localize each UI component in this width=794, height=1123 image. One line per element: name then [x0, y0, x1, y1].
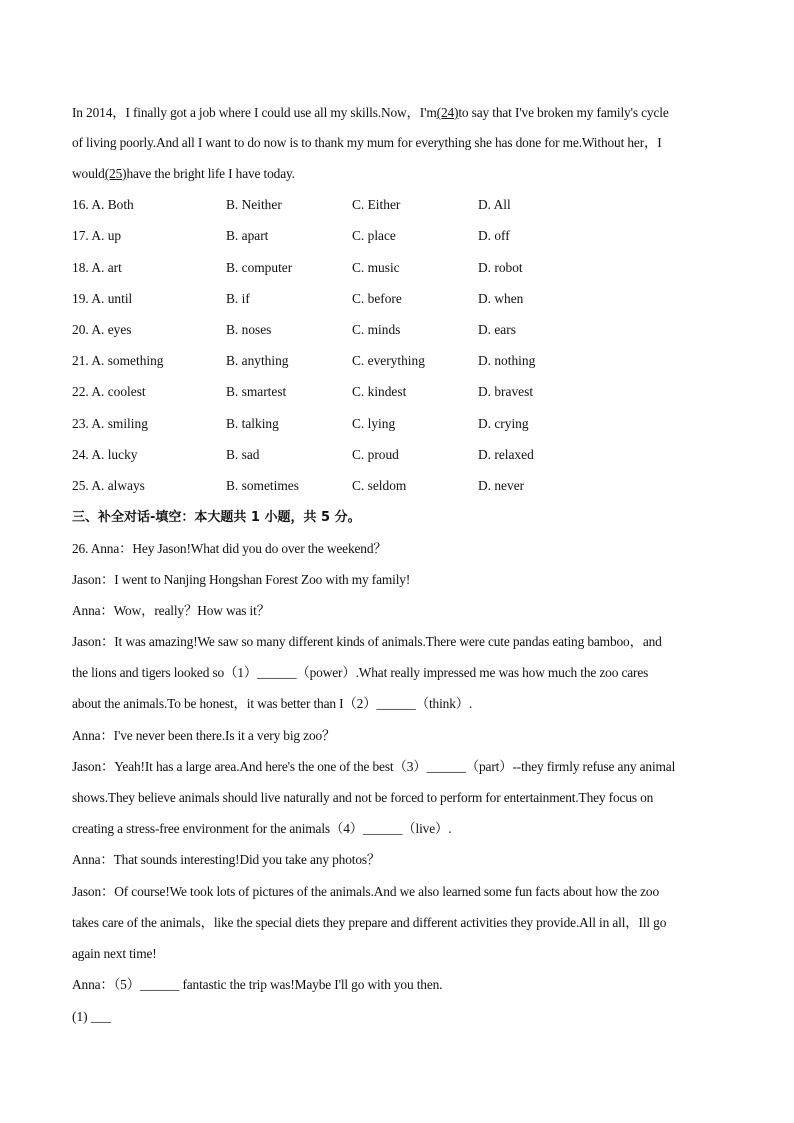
option-b: B. apart: [226, 228, 269, 243]
passage-text: would: [72, 166, 105, 181]
option-d: D. off: [478, 228, 510, 243]
option-d: D. All: [478, 197, 511, 212]
dialogue-line: Jason：It was amazing!We saw so many different kinds of animals.There were cute pandas eating bamboo，and: [72, 634, 662, 649]
option-b: B. sometimes: [226, 478, 299, 493]
passage-text: have the bright life I have today.: [126, 166, 295, 181]
option-c: C. kindest: [352, 384, 407, 399]
option-b: B. noses: [226, 322, 272, 337]
option-d: D. never: [478, 478, 525, 493]
option-c: C. seldom: [352, 478, 407, 493]
dialogue-line: Anna：（5）______ fantastic the trip was!Maybe I'll go with you then.: [72, 977, 443, 992]
dialogue-line: Anna：Wow，really？How was it？: [72, 603, 270, 618]
dialogue-line: takes care of the animals，like the special diets they prepare and different activities they provide.All in all，Ill go: [72, 915, 667, 930]
option-d: D. when: [478, 291, 524, 306]
dialogue-line: creating a stress-free environment for the animals（4）______（live）.: [72, 821, 452, 836]
option-a: 24. A. lucky: [72, 447, 138, 462]
option-b: B. Neither: [226, 197, 282, 212]
option-a: 21. A. something: [72, 353, 164, 368]
dialogue-line: Jason：Of course!We took lots of pictures of the animals.And we also learned some fun facts about how the zoo: [72, 884, 659, 899]
option-c: C. proud: [352, 447, 399, 462]
option-a: 22. A. coolest: [72, 384, 146, 399]
option-c: C. place: [352, 228, 396, 243]
passage-line-2: of living poorly.And all I want to do now is to thank my mum for everything she has done for me.Without her，I: [72, 135, 662, 150]
option-c: C. lying: [352, 416, 396, 431]
passage-text: to say that I've broken my family's cycle: [458, 105, 669, 120]
option-b: B. smartest: [226, 384, 287, 399]
option-c: C. everything: [352, 353, 425, 368]
option-c: C. minds: [352, 322, 401, 337]
option-c: C. Either: [352, 197, 401, 212]
option-a: 18. A. art: [72, 260, 122, 275]
dialogue-line: the lions and tigers looked so（1）______（power）.What really impressed me was how much the zoo cares: [72, 665, 649, 680]
blank-24: (24): [436, 105, 459, 120]
dialogue-line: Anna：I've never been there.Is it a very big zoo？: [72, 728, 336, 743]
option-a: 16. A. Both: [72, 197, 134, 212]
option-b: B. computer: [226, 260, 293, 275]
dialogue-line: about the animals.To be honest，it was better than I（2）______（think）.: [72, 696, 473, 711]
option-d: D. robot: [478, 260, 523, 275]
section-heading: 三、补全对话-填空：本大题共 1 小题，共 5 分。: [72, 510, 361, 525]
option-a: 25. A. always: [72, 478, 145, 493]
dialogue-line: Anna：That sounds interesting!Did you take any photos？: [72, 852, 381, 867]
option-d: D. bravest: [478, 384, 534, 399]
dialogue-line: 26. Anna：Hey Jason!What did you do over the weekend？: [72, 541, 387, 556]
option-a: 19. A. until: [72, 291, 133, 306]
dialogue-line: shows.They believe animals should live naturally and not be forced to perform for entertainment.They focus on: [72, 790, 654, 805]
answer-line: (1) ___: [72, 1009, 112, 1024]
dialogue-line: Jason：I went to Nanjing Hongshan Forest Zoo with my family!: [72, 572, 411, 587]
passage-line-1: [72, 104, 669, 122]
option-d: D. nothing: [478, 353, 536, 368]
option-c: C. music: [352, 260, 400, 275]
option-a: 17. A. up: [72, 228, 122, 243]
option-a: 23. A. smiling: [72, 416, 148, 431]
option-a: 20. A. eyes: [72, 322, 132, 337]
option-b: B. sad: [226, 447, 260, 462]
passage-text: In 2014，I finally got a job where I could use all my skills.Now，I'm: [72, 105, 437, 120]
option-c: C. before: [352, 291, 402, 306]
option-b: B. anything: [226, 353, 289, 368]
option-d: D. ears: [478, 322, 516, 337]
blank-25: (25): [104, 166, 127, 181]
option-b: B. if: [226, 291, 250, 306]
option-d: D. relaxed: [478, 447, 534, 462]
dialogue-line: again next time!: [72, 946, 157, 961]
passage-line-3: [72, 165, 295, 183]
option-b: B. talking: [226, 416, 279, 431]
option-d: D. crying: [478, 416, 529, 431]
dialogue-line: Jason：Yeah!It has a large area.And here's the one of the best（3）______（part）--they firmly refuse any animal: [72, 759, 676, 774]
